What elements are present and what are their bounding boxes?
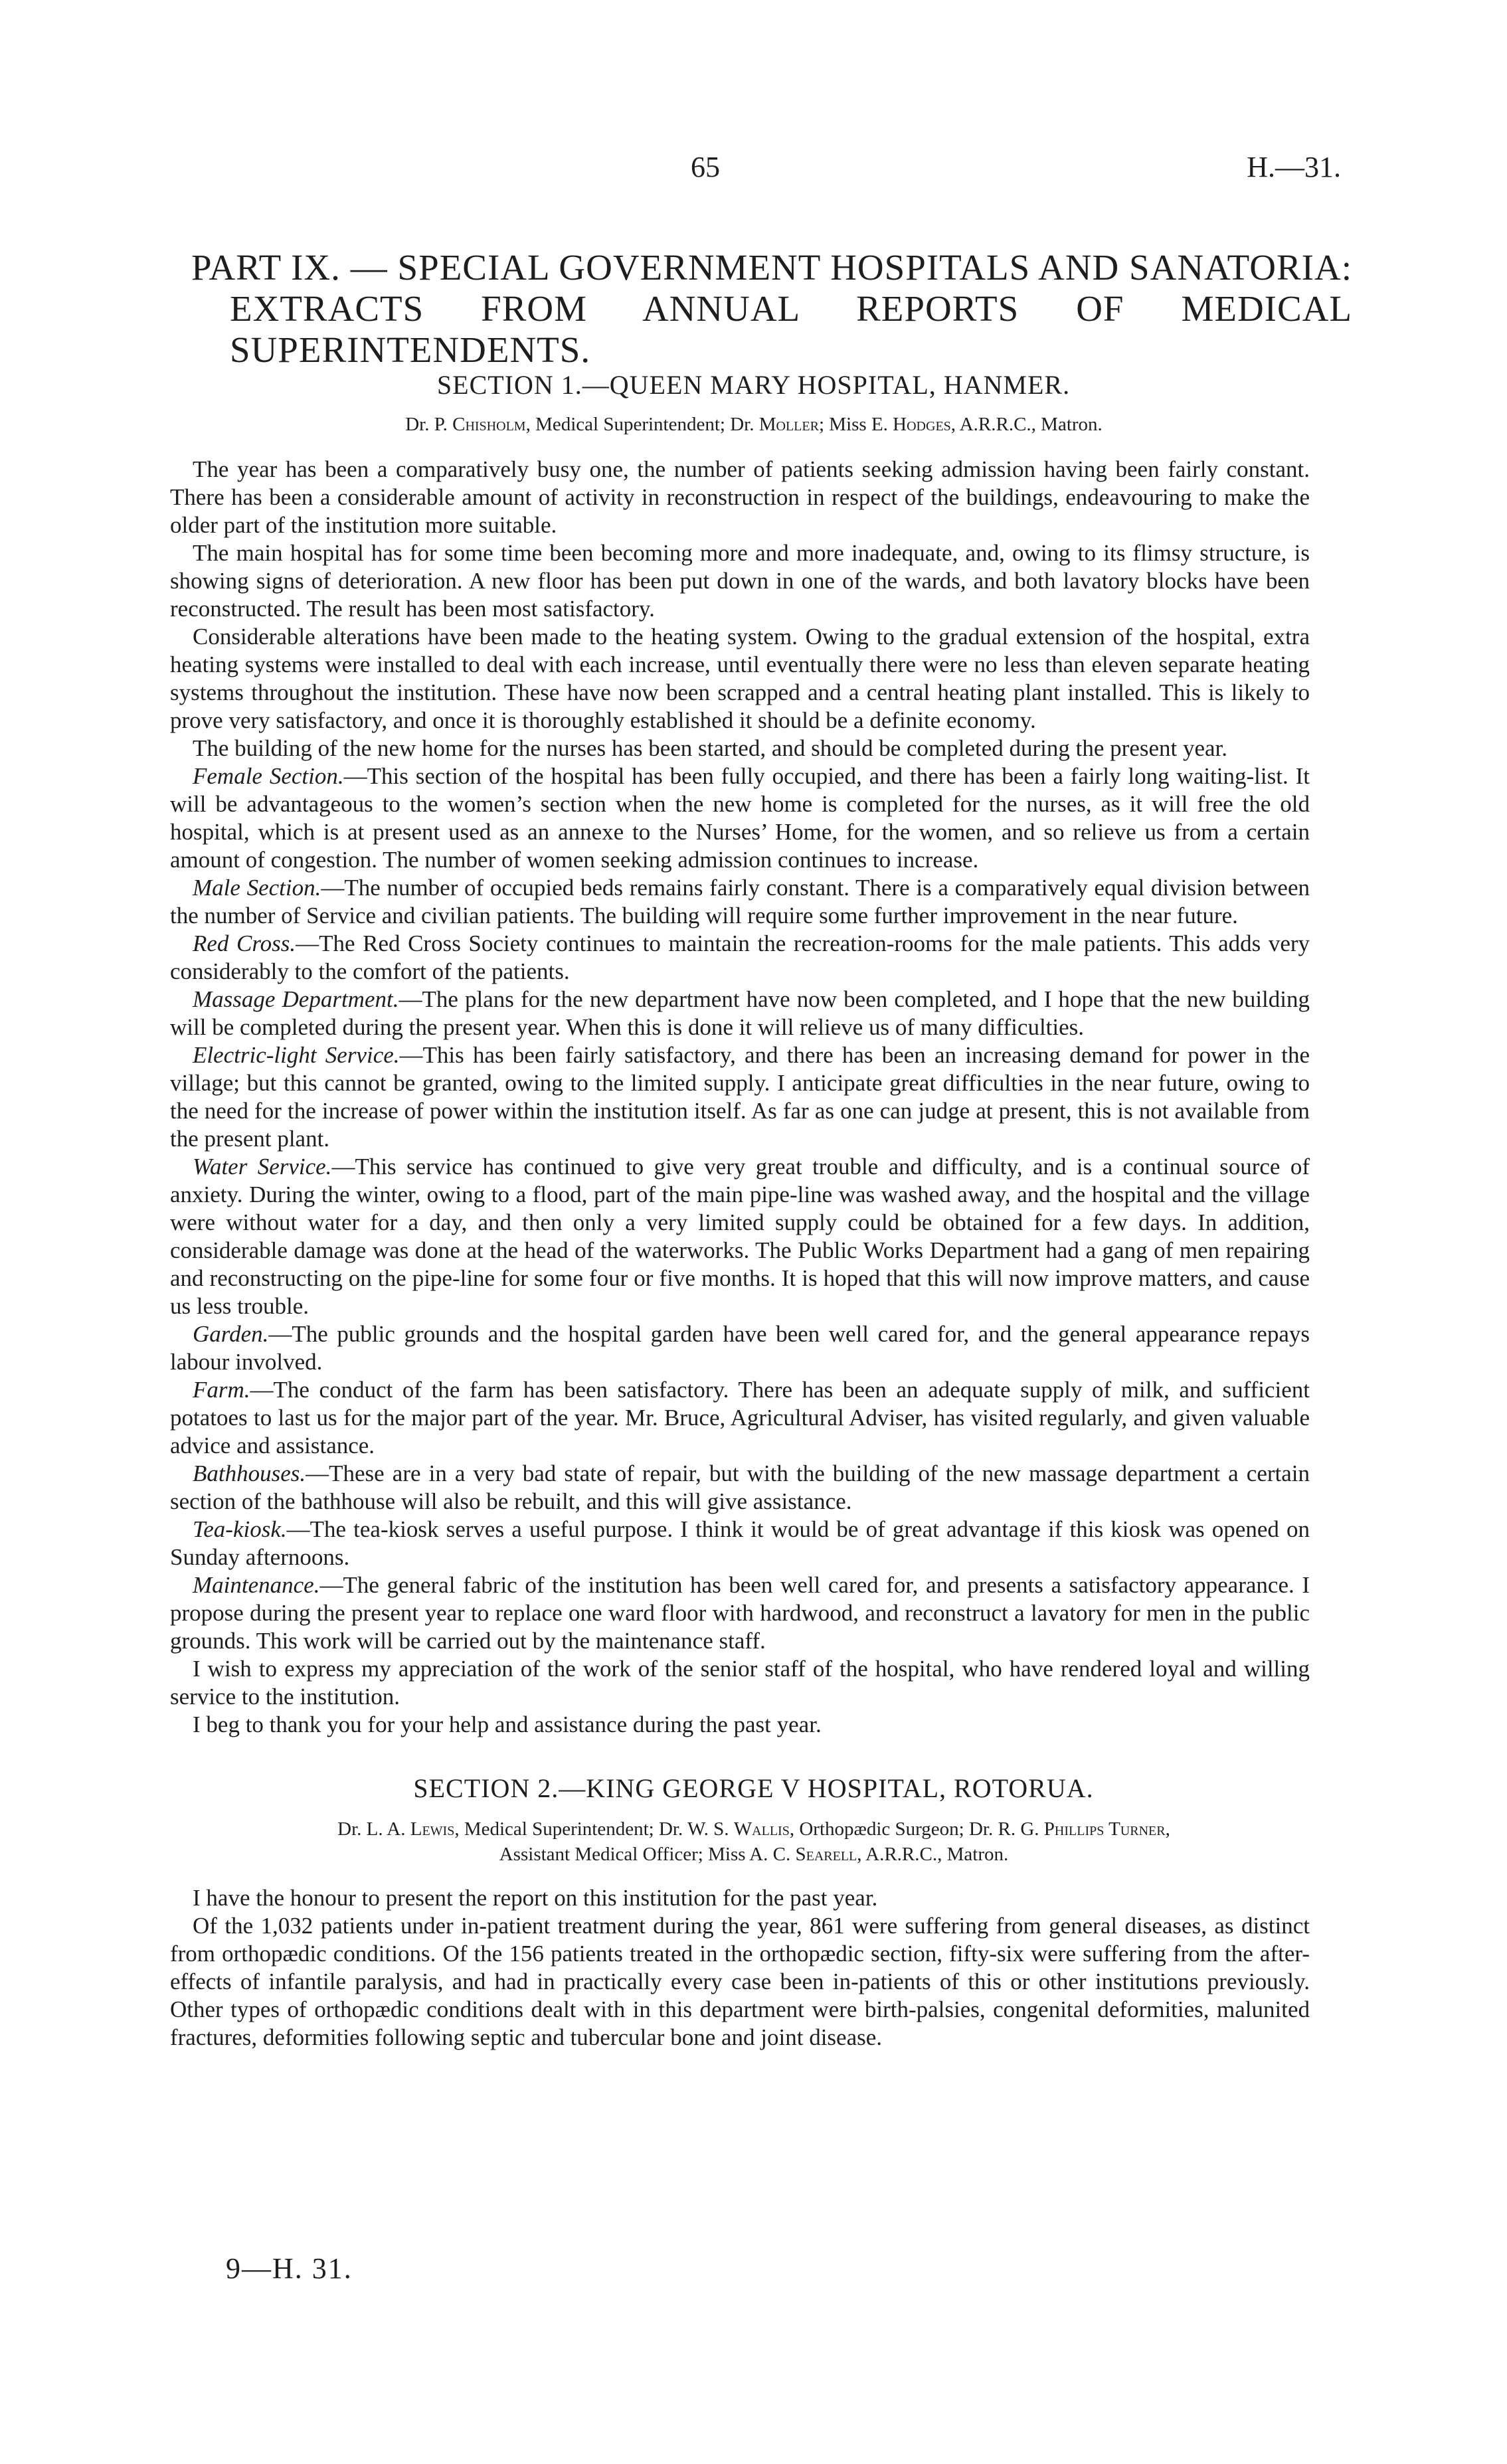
staff-text: , [1165, 1818, 1170, 1840]
paragraph [170, 456, 1310, 539]
paragraph-heading: Water Service. [193, 1154, 332, 1180]
staff-text: Dr. R. G. [968, 1818, 1044, 1840]
paragraph-text: Of the 1,032 patients under in-patient treatment during the year, 861 were suffering from general diseases, as distinct from orthopædic conditions. Of the 156 patients treated in the orthopædic section, fifty-six were suffering from the after-effects of infantile paralysis, and had in practically every case been in-patients of this or other institutions previously. Other types of orthopædic conditions dealt with in this department were birth-palsies, congenital deformities, malunited fractures, deformities following septic and tubercular bone and joint disease. [170, 1913, 1310, 2050]
paragraph-text: Considerable alterations have been made to the heating system. Owing to the gradual extension of the hospital, extra heating systems were installed to deal with each increase, until eventually there were no less than eleven separate heating systems throughout the institution. These have now been scrapped and a central heating plant installed. This is likely to prove very satisfactory, and once it is thoroughly established it should be a definite economy. [170, 624, 1310, 733]
staff-text: , Orthopædic Surgeon; [789, 1818, 969, 1840]
paragraph-text: I beg to thank you for your help and assistance during the past year. [193, 1712, 822, 1737]
section-1-body [170, 456, 1310, 1739]
paragraph [170, 1655, 1310, 1711]
paragraph-text: —The conduct of the farm has been satisfactory. There has been an adequate supply of milk, and sufficient potatoes to last us for the major part of the year. Mr. Bruce, Agricultural Adviser, has visited regularly, and given valuable advice and assistance. [170, 1377, 1310, 1458]
paragraph [170, 623, 1310, 735]
paragraph-text: The year has been a comparatively busy one, the number of patients seeking admission having been fairly constant. There has been a considerable amount of activity in reconstruction in respect of the buildings, endeavouring to make the older part of the institution more suitable. [170, 456, 1310, 538]
paragraph-heading: Female Section. [193, 763, 344, 789]
paragraph [170, 1884, 1310, 1912]
paragraph-text: —The Red Cross Society continues to maintain the recreation-rooms for the male patients. This adds very considerably to the comfort of the patients. [170, 930, 1310, 984]
paragraph [170, 1460, 1310, 1516]
paragraph-text: I wish to express my appreciation of the work of the senior staff of the hospital, who have rendered loyal and willing service to the institution. [170, 1656, 1310, 1710]
staff-text: Assistant Medical Officer; [499, 1844, 709, 1865]
paragraph-text: —This section of the hospital has been fully occupied, and there has been a fairly long waiting-list. It will be advantageous to the women’s section when the new home is completed for the nurses, as it will free the old hospital, which is at present used as an annexe to the Nurses’ Home, for the women, and so relieve us from a certain amount of congestion. The number of women seeking admission continues to increase. [170, 763, 1310, 873]
staff-name: Moller [758, 414, 819, 435]
paragraph [170, 1711, 1310, 1739]
paragraph-heading: Electric-light Service. [193, 1042, 400, 1068]
section-1-staff [120, 412, 1388, 437]
staff-text: Dr. L. A. [337, 1818, 410, 1840]
paragraph [170, 1376, 1310, 1460]
staff-text: ; [818, 414, 830, 435]
page-number: 65 [691, 151, 720, 183]
staff-text: Dr. W. S. [658, 1818, 734, 1840]
section-1-title: SECTION 1.—QUEEN MARY HOSPITAL, HANMER. [436, 370, 1071, 400]
staff-text: Dr. [730, 414, 759, 435]
staff-name: Chisholm [452, 414, 526, 435]
staff-name: Phillips Turner [1043, 1818, 1166, 1840]
staff-text: Dr. P. [405, 414, 453, 435]
paragraph [170, 1041, 1310, 1153]
paragraph-text: —The plans for the new department have now been completed, and I hope that the new building will be completed during the present year. When this is done it will relieve us of many difficulties. [170, 986, 1310, 1040]
staff-name: Searell [795, 1844, 857, 1865]
section-2-staff-line-2 [120, 1842, 1388, 1867]
paragraph-text: —This service has continued to give very great trouble and difficulty, and is a continual source of anxiety. During the winter, owing to a flood, part of the main pipe-line was washed away, and the hospital and the village were without water for a day, and then only a very limited supply could be obtained for a few days. In addition, considerable damage was done at the head of the waterworks. The Public Works Department had a gang of men repairing and reconstructing on the pipe-line for some four or five months. It is hoped that this will now improve matters, and cause us less trouble. [170, 1154, 1310, 1319]
paragraph-heading: Garden. [193, 1321, 269, 1347]
section-2-title: SECTION 2.—KING GEORGE V HOSPITAL, ROTORUA. [413, 1773, 1094, 1803]
staff-text: , A.R.R.C., Matron. [950, 414, 1103, 435]
part-title: PART IX. — SPECIAL GOVERNMENT HOSPITALS AND SANATORIA: EXTRACTS FROM ANNUAL REPORTS OF MEDICAL SUPERINTENDENTS. [191, 247, 1352, 370]
paragraph-text: —The general fabric of the institution has been well cared for, and presents a satisfactory appearance. I propose during the present year to replace one ward floor with hardwood, and reconstruct a lavatory for men in the public grounds. This work will be carried out by the maintenance staff. [170, 1572, 1310, 1654]
staff-text: Miss A. C. [708, 1844, 796, 1865]
paragraph [170, 762, 1310, 874]
paragraph-text: The building of the new home for the nurses has been started, and should be completed during the present year. [193, 735, 1228, 761]
paragraph [170, 1153, 1310, 1320]
paragraph-text: —The public grounds and the hospital garden have been well cared for, and the general appearance repays labour involved. [170, 1321, 1310, 1375]
paragraph [170, 930, 1310, 986]
paragraph-text: —These are in a very bad state of repair, but with the building of the new massage department a certain section of the bathhouse will also be rebuilt, and this will give assistance. [170, 1460, 1310, 1514]
paragraph [170, 874, 1310, 930]
paragraph-heading: Male Section. [193, 875, 321, 901]
paragraph [170, 986, 1310, 1041]
paragraph-text: —This has been fairly satisfactory, and there has been an increasing demand for power in the village; but this cannot be granted, owing to the limited supply. I anticipate great difficulties in the near future, owing to the need for the increase of power within the institution itself. As far as one can judge at present, this is not available from the present plant. [170, 1042, 1310, 1152]
paragraph [170, 1320, 1310, 1376]
paragraph-heading: Red Cross. [193, 930, 296, 956]
paragraph-heading: Farm. [193, 1377, 250, 1403]
section-2-body [170, 1884, 1310, 2052]
paragraph-heading: Tea-kiosk. [193, 1516, 287, 1542]
paragraph-heading: Massage Department. [193, 986, 399, 1012]
section-2-staff-line-1 [120, 1816, 1388, 1842]
staff-text: , A.R.R.C., Matron. [857, 1844, 1009, 1865]
staff-name: Wallis [733, 1818, 790, 1840]
paragraph [170, 735, 1310, 762]
staff-text: Miss E. [829, 414, 893, 435]
paragraph-text: —The number of occupied beds remains fairly constant. There is a comparatively equal division between the number of Service and civilian patients. The building will require some further improvement in the near future. [170, 875, 1310, 928]
paragraph [170, 1571, 1310, 1655]
paragraph [170, 1912, 1310, 2052]
document-reference: H.—31. [1247, 151, 1341, 183]
staff-name: Lewis [410, 1818, 455, 1840]
paragraph [170, 1516, 1310, 1571]
paragraph [170, 539, 1310, 623]
paragraph-text: I have the honour to present the report on this institution for the past year. [193, 1885, 878, 1911]
paragraph-text: The main hospital has for some time been becoming more and more inadequate, and, owing to its flimsy structure, is showing signs of deterioration. A new floor has been put down in one of the wards, and both lavatory blocks have been reconstructed. The result has been most satisfactory. [170, 540, 1310, 622]
staff-text: , Medical Superintendent; [525, 414, 731, 435]
paragraph-heading: Maintenance. [193, 1572, 320, 1598]
paragraph-text: —The tea-kiosk serves a useful purpose. I think it would be of great advantage if this kiosk was opened on Sunday afternoons. [170, 1516, 1310, 1570]
paragraph-heading: Bathhouses. [193, 1460, 306, 1486]
staff-name: Hodges [893, 414, 951, 435]
staff-text: , Medical Superintendent; [454, 1818, 659, 1840]
footer-reference: 9—H. 31. [226, 2252, 353, 2285]
